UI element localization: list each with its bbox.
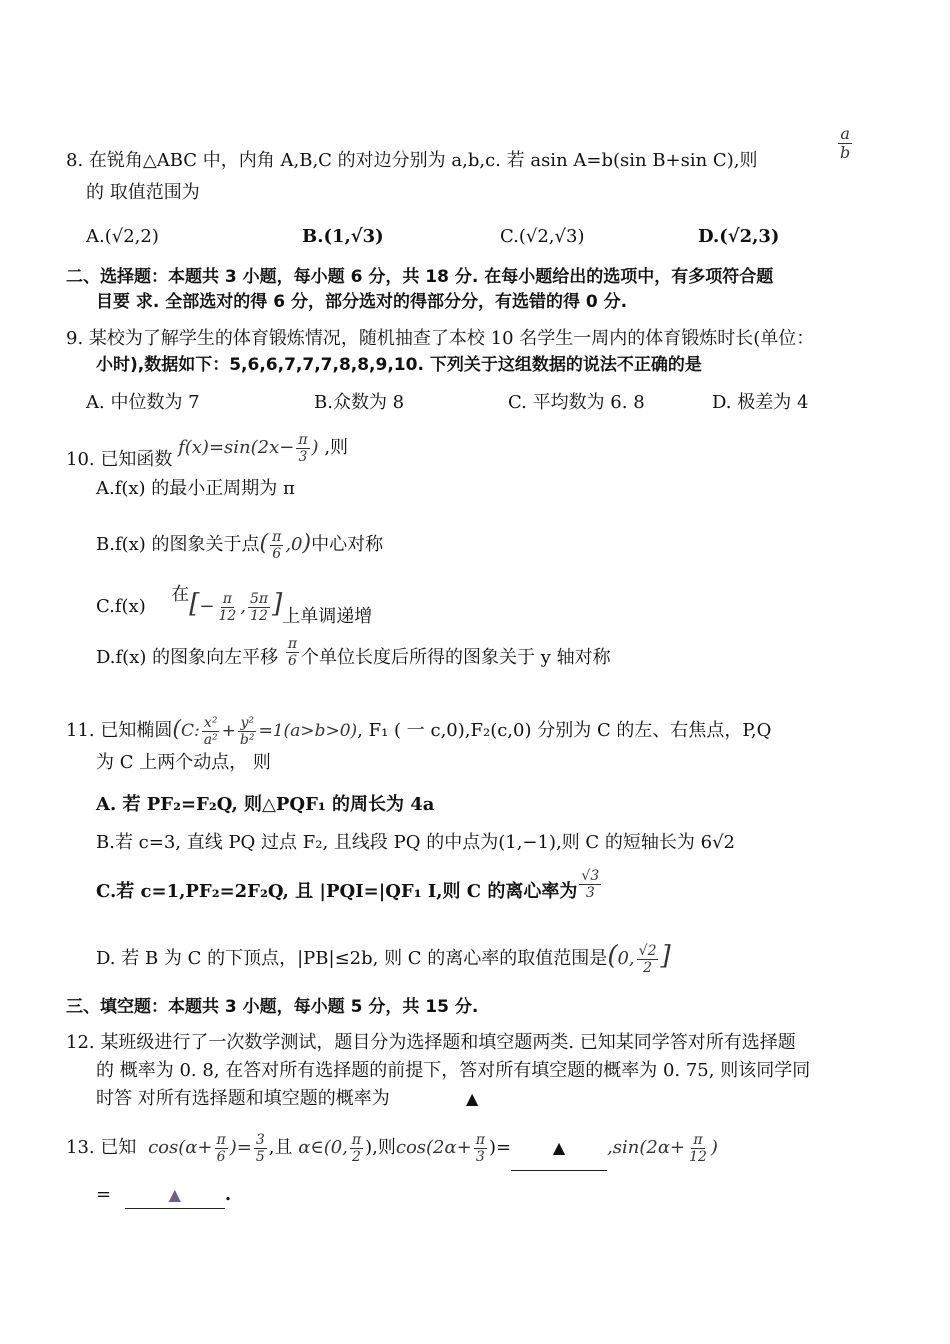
q10-option-c: C.f(x) 在[− $\frac{\pi}{12}$ , $\frac{5\pi}{12}$ ]上单调递增 — [96, 584, 373, 627]
q10-stem-end: ,则 — [324, 437, 349, 458]
q10-c-zai: 在 — [171, 584, 190, 605]
q13-then: ),则 — [365, 1137, 396, 1158]
q8-fraction — [836, 126, 854, 161]
q10-b-six: 6 — [272, 545, 282, 562]
q13-mark-1: ▲ — [552, 1138, 566, 1157]
section3-heading: 三、填空题：本题共 3 小题，每小题 5 分，共 15 分. — [66, 997, 479, 1017]
q13-stem: 13. 已知 — [66, 1137, 137, 1158]
section2-heading-line2: 目要 求. 全部选对的得 6 分，部分选对的得部分分，有选错的得 0 分. — [96, 292, 628, 312]
q13-cos2: cos(2α+ — [395, 1137, 472, 1158]
q10-c-d2: 12 — [250, 607, 268, 624]
q11-c-num: √3 — [581, 867, 600, 884]
q13-three: 3 — [475, 1148, 485, 1165]
q13-line2 — [96, 1182, 231, 1209]
q8-option-c: C.(√2,√3) — [500, 226, 585, 247]
q10-c-n1: π — [222, 590, 232, 607]
q10-b-pre: B.f(x) 的图象关于点 — [96, 534, 260, 555]
q10-b-zero: ,0 — [285, 534, 303, 555]
q8-stem: 8. 在锐角△ABC 中，内角 A,B,C 的对边分别为 a,b,c. 若 asin A=b(sin B+sin C),则 — [66, 150, 758, 171]
q10-option-d — [96, 636, 611, 680]
q13-pi: π — [216, 1131, 226, 1148]
q13-eq-den: 5 — [255, 1148, 265, 1165]
q12-answer-mark: ▲ — [466, 1089, 479, 1108]
q13-six: 6 — [216, 1148, 226, 1165]
q8-option-a: A.(√2,2) — [86, 226, 159, 247]
q10-d-six: 6 — [287, 652, 297, 669]
q11-line1: 11. 已知椭圆(C: $\frac{\text{x²}}{\text{a²}}$ + $\frac{\text{y²}}{\text{b²}}$ =1(a>b>0), F₁ ( 一 c,0),F₂(c,0) 分别为 C 的左、右焦点，P,Q — [66, 715, 772, 748]
q10-pi: π — [298, 431, 308, 448]
q9-option-a: A. 中位数为 7 — [86, 392, 200, 413]
q8-frac-den: b — [840, 143, 851, 162]
q13-blank-1[interactable] — [511, 1126, 607, 1171]
q13-eq2: )= — [488, 1137, 512, 1158]
q9-line1: 9. 某校为了解学生的体育锻炼情况，随机抽查了本校 10 名学生一周内的体育锻炼时长(单位： — [66, 328, 815, 349]
q10-formula-end: ) — [311, 437, 319, 458]
q13-twelve: 12 — [689, 1148, 707, 1165]
q11-foci: , F₁ ( 一 c,0),F₂(c,0) 分别为 C 的左、右焦点，P,Q — [357, 720, 772, 741]
q8-stem-2: 的 取值范围为 — [86, 182, 200, 203]
q13-line2-pre: = — [96, 1184, 112, 1205]
q10-option-a: A.f(x) 的最小正周期为 π — [96, 478, 295, 499]
q10-d-pre: D.f(x) 的图象向左平移 — [96, 647, 279, 668]
q11-c-text: C.若 c=1,PF₂=2F₂Q, 且 |PQI=|QF₁ I,则 C 的离心率为 — [96, 881, 578, 902]
q13-alpha-in: α∈(0, — [298, 1137, 348, 1158]
q11-option-a: A. 若 PF₂=F₂Q, 则△PQF₁ 的周长为 4a — [96, 794, 435, 815]
q10-c-d1: 12 — [218, 607, 237, 624]
q13-mark-2: ▲ — [168, 1185, 181, 1204]
q9-option-d: D. 极差为 4 — [712, 392, 809, 413]
q11-d-text: D. 若 B 为 C 的下顶点，|PB|≤2b, 则 C 的离心率的取值范围是 — [96, 948, 608, 969]
q11-c-den: 3 — [585, 884, 595, 901]
q10-b-pi: π — [272, 528, 282, 545]
q12-line3: 时答 对所有选择题和填空题的概率为 — [96, 1088, 390, 1109]
q13-two: 2 — [352, 1148, 361, 1165]
q10-c-post: 上单调递增 — [282, 606, 373, 627]
q13-eq-num: 3 — [255, 1131, 265, 1148]
q9-option-c: C. 平均数为 6. 8 — [508, 392, 645, 413]
q11-d-num: √2 — [638, 942, 657, 959]
q10-three: 3 — [298, 448, 308, 465]
q11-d-den: 2 — [643, 959, 653, 976]
q10-d-post: 个单位长度后所得的图象关于 y 轴对称 — [301, 647, 611, 668]
q10-d-pi: π — [287, 635, 298, 652]
q11-option-c — [96, 867, 603, 912]
q8-frac-num: a — [840, 124, 850, 143]
q13-line1: 13. 已知 cos(α+ $\frac{\pi}{6}$ )= $\frac{3}{5}$ ,且 α∈(0, $\frac{\pi}{2}$ ),则cos(2α+ $\frac{\pi}{3}$ )= ▲ ,sin(2α+ $\frac{\pi}{12}$ ) — [66, 1126, 718, 1171]
q13-cos-pre: cos(α+ — [148, 1137, 213, 1158]
q10-c-pre: C.f(x) — [96, 596, 146, 617]
q12-line1: 12. 某班级进行了一次数学测试，题目分为选择题和填空题两类. 已知某同学答对所有选择题 — [66, 1032, 796, 1053]
q10-formula-text: f(x)=sin(2x− — [178, 437, 295, 458]
q10-stem-line — [66, 430, 349, 470]
q9-option-b: B.众数为 8 — [314, 392, 405, 413]
q13-close: ) — [710, 1137, 718, 1158]
q8-option-d: D.(√2,3) — [698, 226, 780, 247]
q10-option-b: B.f(x) 的图象关于点( $\frac{\pi}{6}$ ,0)中心对称 — [96, 528, 384, 562]
q9-line2: 小时),数据如下：5,6,6,7,7,7,8,8,9,10. 下列关于这组数据的说法不正确的是 — [96, 355, 702, 375]
q13-blank-2[interactable] — [125, 1182, 225, 1209]
q11-option-b: B.若 c=3, 直线 PQ 过点 F₂, 且线段 PQ 的中点为(1,−1),则 C 的短轴长为 6√2 — [96, 832, 736, 853]
section2-heading-line1: 二、选择题：本题共 3 小题，每小题 6 分，共 18 分. 在每小题给出的选项中，有多项符合题 — [66, 267, 774, 287]
q8-option-b: B.(1,√3) — [302, 226, 384, 247]
q13-sin-pre: ,sin(2α+ — [607, 1137, 686, 1158]
q13-and: ,且 — [268, 1137, 293, 1158]
q10-c-n2: 5π — [250, 590, 269, 607]
q11-option-d: D. 若 B 为 C 的下顶点，|PB|≤2b, 则 C 的离心率的取值范围是(0, $\frac{√2}{2}$ ] — [96, 941, 671, 976]
q11-line2: 为 C 上两个动点， 则 — [96, 752, 271, 773]
q12-line2: 的 概率为 0. 8, 在答对所有选择题的前提下，答对所有填空题的概率为 0. 75, 则该同学同 — [96, 1060, 811, 1081]
q13-dot: . — [224, 1184, 232, 1205]
q10-stem: 10. 已知函数 — [66, 449, 173, 470]
q11-stem: 11. 已知椭圆 — [66, 720, 173, 741]
q10-formula — [178, 431, 324, 465]
q10-b-post: 中心对称 — [311, 534, 384, 555]
